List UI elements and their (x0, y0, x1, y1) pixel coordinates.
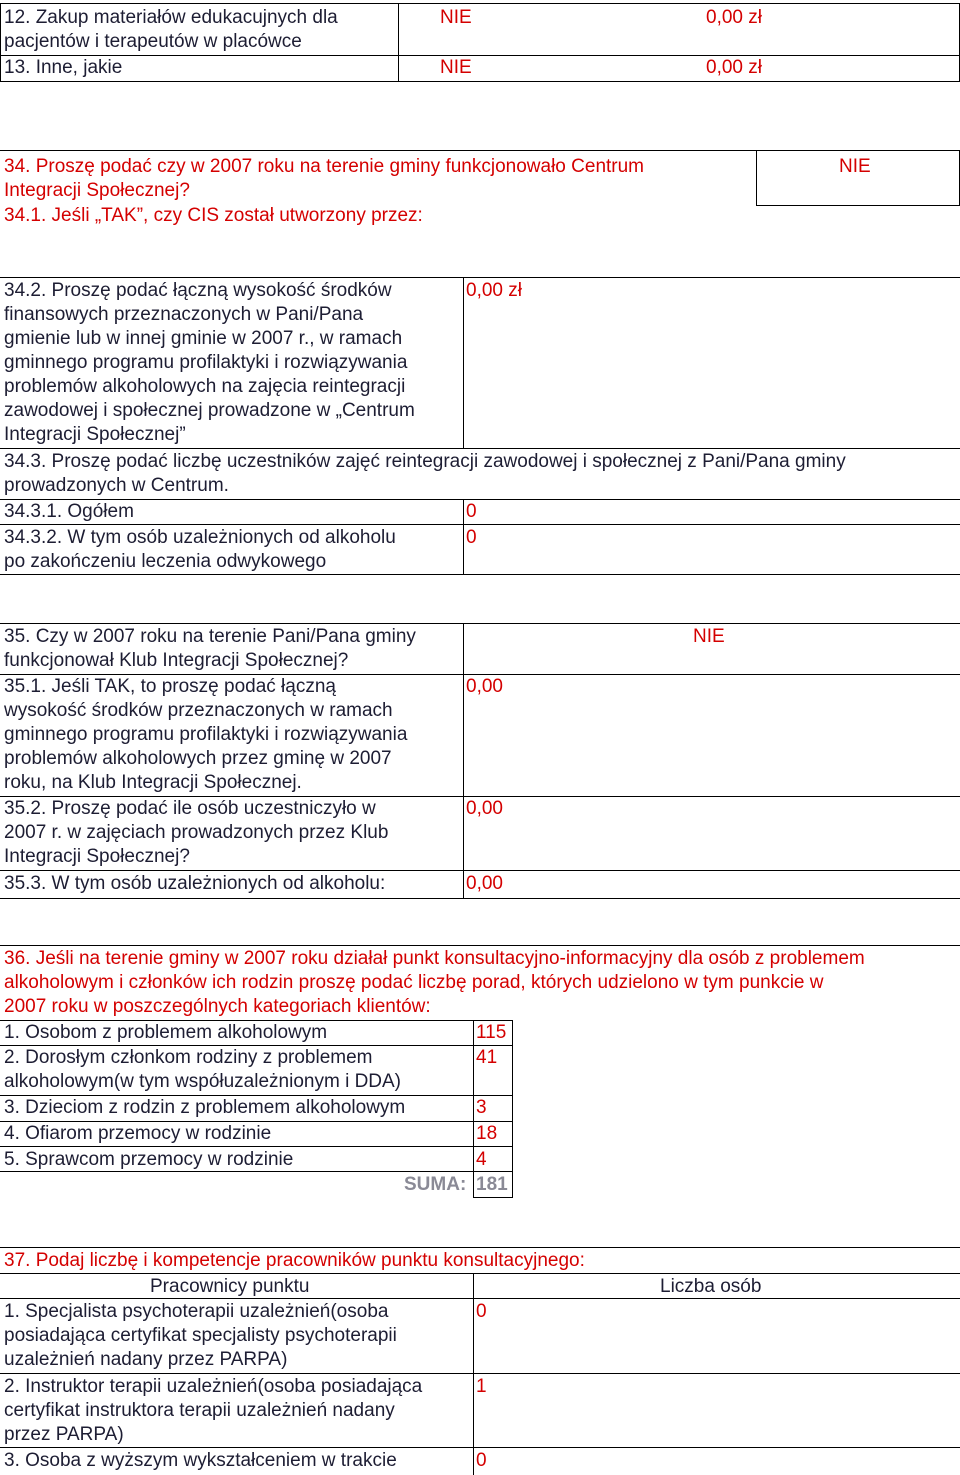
q34-3-1-label: 34.3.1. Ogółem (4, 501, 134, 522)
q35-1-line: problemów alkoholowych przez gminę w 2007 (4, 748, 392, 769)
q36-row3-label: 3. Dzieciom z rodzin z problemem alkoholowym (4, 1097, 406, 1118)
q34-1-question: 34.1. Jeśli „TAK”, czy CIS został utworzony przez: (4, 205, 423, 226)
q34-2-line: gminnego programu profilaktyki i rozwiązywania (4, 352, 408, 373)
row12-label-line1: 12. Zakup materiałów edukacujnych dla (4, 7, 338, 28)
q34-3-2-label-line1: 34.3.2. W tym osób uzależnionych od alkoholu (4, 527, 396, 548)
q34-question-line1: 34. Proszę podać czy w 2007 roku na terenie gminy funkcjonowało Centrum (4, 156, 645, 177)
row12-answer: NIE (440, 7, 472, 28)
q37-row1-value: 0 (476, 1301, 487, 1322)
q36-row1-value: 115 (476, 1022, 507, 1043)
q36-sum-value: 181 (476, 1174, 508, 1195)
q37-row2-line: certyfikat instruktora terapii uzależnień nadany (4, 1400, 395, 1421)
q36-row4-value: 18 (476, 1123, 498, 1144)
q34-3-2-label-line2: po zakończeniu leczenia odwykowego (4, 551, 327, 572)
q34-2-line: finansowych przeznaczonych w Pani/Pana (4, 304, 364, 325)
q37-row2-line: 2. Instruktor terapii uzależnień(osoba posiadająca (4, 1376, 423, 1397)
q34-2-line: zawodowej i społecznej prowadzone w „Centrum (4, 400, 415, 421)
q36-row2-label-line2: alkoholowym(w tym współuzależnionym i DDA) (4, 1071, 402, 1092)
q36-row3-value: 3 (476, 1097, 487, 1118)
q35-2-line: 2007 r. w zajęciach prowadzonych przez Klub (4, 822, 389, 843)
q37-question: 37. Podaj liczbę i kompetencje pracowników punktu konsultacyjnego: (4, 1250, 585, 1271)
q37-col-workers: Pracownicy punktu (150, 1276, 310, 1297)
q36-row5-value: 4 (476, 1149, 487, 1170)
q34-3-2-value: 0 (466, 527, 477, 548)
q35-answer: NIE (693, 626, 725, 647)
q36-row2-label-line1: 2. Dorosłym członkom rodziny z problemem (4, 1047, 373, 1068)
q35-2-value: 0,00 (466, 798, 503, 819)
q36-question-line: alkoholowym i członków ich rodzin proszę podać liczbę porad, których udzielono w tym punkcie w (4, 972, 824, 993)
q34-2-line: gmienie lub w innej gminie w 2007 r., w ramach (4, 328, 403, 349)
q34-3-1-value: 0 (466, 501, 477, 522)
q34-2-amount: 0,00 zł (466, 280, 522, 301)
q37-row1-line: 1. Specjalista psychoterapii uzależnień(osoba (4, 1301, 389, 1322)
row13-answer: NIE (440, 57, 472, 78)
q35-1-line: gminnego programu profilaktyki i rozwiązywania (4, 724, 408, 745)
row12-label-line2: pacjentów i terapeutów w placówce (4, 31, 302, 52)
q37-row1-line: uzależnień nadany przez PARPA) (4, 1349, 288, 1370)
q35-question-line2: funkcjonował Klub Integracji Społecznej? (4, 650, 349, 671)
q36-row1-label: 1. Osobom z problemem alkoholowym (4, 1022, 328, 1043)
q34-3-question-line2: prowadzonych w Centrum. (4, 475, 229, 496)
row13-amount: 0,00 zł (706, 57, 762, 78)
q35-1-line: roku, na Klub Integracji Społecznej. (4, 772, 302, 793)
q35-1-line: wysokość środków przeznaczonych w ramach (4, 700, 393, 721)
q35-1-value: 0,00 (466, 676, 503, 697)
q37-row2-value: 1 (476, 1376, 487, 1397)
row13-label: 13. Inne, jakie (4, 57, 123, 78)
q37-row1-line: posiadająca certyfikat specjalisty psychoterapii (4, 1325, 397, 1346)
q36-row5-label: 5. Sprawcom przemocy w rodzinie (4, 1149, 294, 1170)
q34-2-line: 34.2. Proszę podać łączną wysokość środków (4, 280, 392, 301)
q34-question-line2: Integracji Społecznej? (4, 180, 190, 201)
q35-3-label: 35.3. W tym osób uzależnionych od alkoholu: (4, 873, 386, 894)
q34-answer: NIE (839, 156, 871, 177)
q37-col-count: Liczba osób (660, 1276, 762, 1297)
q37-row3-value: 0 (476, 1450, 487, 1471)
q34-2-line: Integracji Społecznej” (4, 424, 186, 445)
q37-row3-label: 3. Osoba z wyższym wykształceniem w trakcie (4, 1450, 397, 1471)
q35-1-line: 35.1. Jeśli TAK, to proszę podać łączną (4, 676, 336, 697)
q35-3-value: 0,00 (466, 873, 503, 894)
q35-question-line1: 35. Czy w 2007 roku na terenie Pani/Pana gminy (4, 626, 416, 647)
q36-question-line: 36. Jeśli na terenie gminy w 2007 roku działał punkt konsultacyjno-informacyjny dla osób z problemem (4, 948, 865, 969)
q34-3-question-line1: 34.3. Proszę podać liczbę uczestników zajęć reintegracji zawodowej i społecznej z Pani/Pana gminy (4, 451, 846, 472)
q37-row2-line: przez PARPA) (4, 1424, 124, 1445)
q36-question-line: 2007 roku w poszczególnych kategoriach klientów: (4, 996, 431, 1017)
q35-2-line: 35.2. Proszę podać ile osób uczestniczyło w (4, 798, 376, 819)
q36-row2-value: 41 (476, 1047, 498, 1068)
row12-amount: 0,00 zł (706, 7, 762, 28)
q35-2-line: Integracji Społecznej? (4, 846, 190, 867)
q36-sum-label: SUMA: (404, 1174, 467, 1195)
q36-row4-label: 4. Ofiarom przemocy w rodzinie (4, 1123, 272, 1144)
q34-2-line: problemów alkoholowych na zajęcia reintegracji (4, 376, 406, 397)
